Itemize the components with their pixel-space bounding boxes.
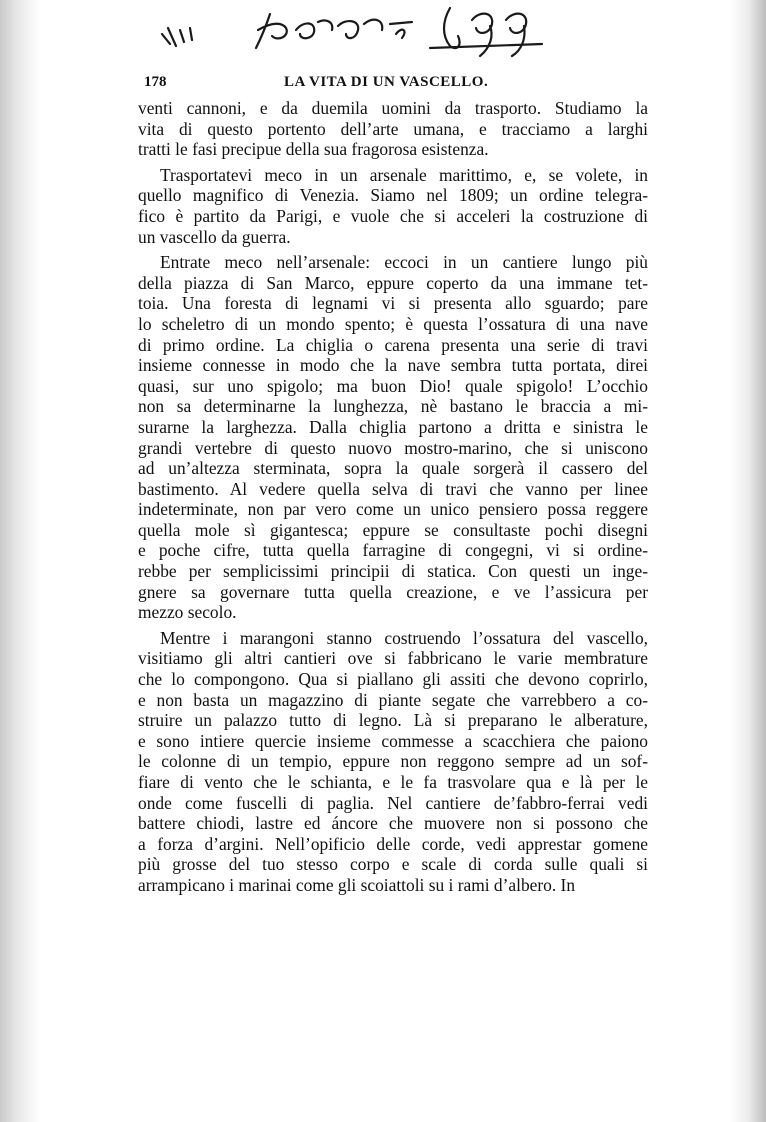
text-line: ad un’altezza sterminata, sopra la quale sorgerà il cassero del: [138, 458, 648, 479]
text-line: lo scheletro di un mondo spento; è questa l’ossatura di una nave: [138, 313, 648, 334]
text-line: toia. Una foresta di legnami vi si presenta allo sguardo; pare: [138, 293, 648, 314]
paragraph: [138, 252, 648, 623]
text-line: Trasportatevi meco in un arsenale marittimo, e, se volete, in: [160, 164, 648, 185]
text-line: onde come fuscelli di paglia. Nel cantiere de’fabbro-ferrai vedi: [138, 792, 648, 813]
text-line: battere chiodi, lastre ed áncore che muovere non si possono che: [138, 813, 648, 834]
handwritten-annotation-image: [150, 0, 570, 60]
text-line: che lo compongono. Qua si piallano gli assiti che devono coprirlo,: [138, 669, 648, 690]
text-line: della piazza di San Marco, eppure coperto da una immane tet-: [138, 272, 648, 293]
text-line: grandi vertebre di questo nuovo mostro-marino, che si uniscono: [138, 437, 648, 458]
paragraph: [138, 98, 648, 160]
text-line: rebbe per semplicissimi principii di statica. Con questi un inge-: [138, 561, 648, 582]
page-number: 178: [144, 74, 167, 90]
text-line: struire un palazzo tutto di legno. Là si preparano le alberature,: [138, 710, 648, 731]
text-line: più grosse del tuo stesso corpo e scale di corda sulle quali si: [138, 854, 648, 875]
text-line: mezzo secolo.: [138, 602, 237, 623]
text-line: indeterminate, non par vero come un unico pensiero possa reggere: [138, 499, 648, 520]
text-line: non sa determinarne la lunghezza, nè bastano le braccia a mi-: [138, 396, 648, 417]
text-line: e non basta un magazzino di piante segate che varrebbero a co-: [138, 689, 648, 710]
text-line: gnere sa governare tutta quella creazione, e ve l’assicura per: [138, 581, 648, 602]
text-line: vita di questo portento dell’arte umana, e tracciamo a larghi: [138, 118, 648, 139]
running-head: LA VITA DI UN VASCELLO.: [284, 74, 489, 90]
text-line: bastimento. Al vedere quella selva di travi che vanno per linee: [138, 478, 648, 499]
text-line: Entrate meco nell’arsenale: eccoci in un cantiere lungo più: [160, 252, 648, 273]
text-line: surarne la larghezza. Dalla chiglia partono a dritta e sinistra le: [138, 416, 648, 437]
text-line: fiare di vento che le schianta, e le fa trasvolare qua e là per le: [138, 772, 648, 792]
page-gutter-shadow: [0, 0, 40, 1122]
text-line: arrampicano i marinai come gli scoiattoli su i rami d’albero. In: [138, 874, 576, 895]
page-edge-shadow: [730, 0, 766, 1122]
text-line: fico è partito da Parigi, e vuole che si acceleri la costruzione di: [138, 205, 648, 226]
text-line: Mentre i marangoni stanno costruendo l’ossatura del vascello,: [160, 627, 648, 648]
text-line: insieme connesse in modo che la nave sembra tutta portata, direi: [138, 355, 648, 376]
text-line: visitiamo gli altri cantieri ove si fabbricano le varie membrature: [138, 648, 648, 669]
text-line: a forza d’argini. Nell’opificio delle corde, vedi apprestar gomene: [138, 833, 648, 854]
text-line: di primo ordine. La chiglia o carena presenta una serie di travi: [138, 334, 648, 355]
text-line: un vascello da guerra.: [138, 226, 291, 247]
text-line: e poche cifre, tutta quella farragine di congegni, vi si ordine-: [138, 540, 648, 561]
text-line: le colonne di un tempio, eppure non reggono sempre ad un sof-: [138, 751, 648, 772]
text-line: tratti le fasi precipue della sua fragorosa esistenza.: [138, 139, 489, 160]
text-line: venti cannoni, e da duemila uomini da trasporto. Studiamo la: [138, 98, 648, 118]
paragraph: [138, 165, 648, 247]
page-header: [144, 74, 644, 98]
text-line: quella mole sì gigantesca; eppure se consultaste pochi disegni: [138, 519, 648, 540]
text-line: e sono intiere quercie insieme commesse a scacchiera che paiono: [138, 730, 648, 751]
text-line: quello magnifico di Venezia. Siamo nel 1809; un ordine telegra-: [138, 185, 648, 206]
text-line: quasi, sur uno spigolo; ma buon Dio! quale spigolo! L’occhio: [138, 375, 648, 396]
body-text: [138, 98, 648, 896]
paragraph: [138, 628, 648, 896]
